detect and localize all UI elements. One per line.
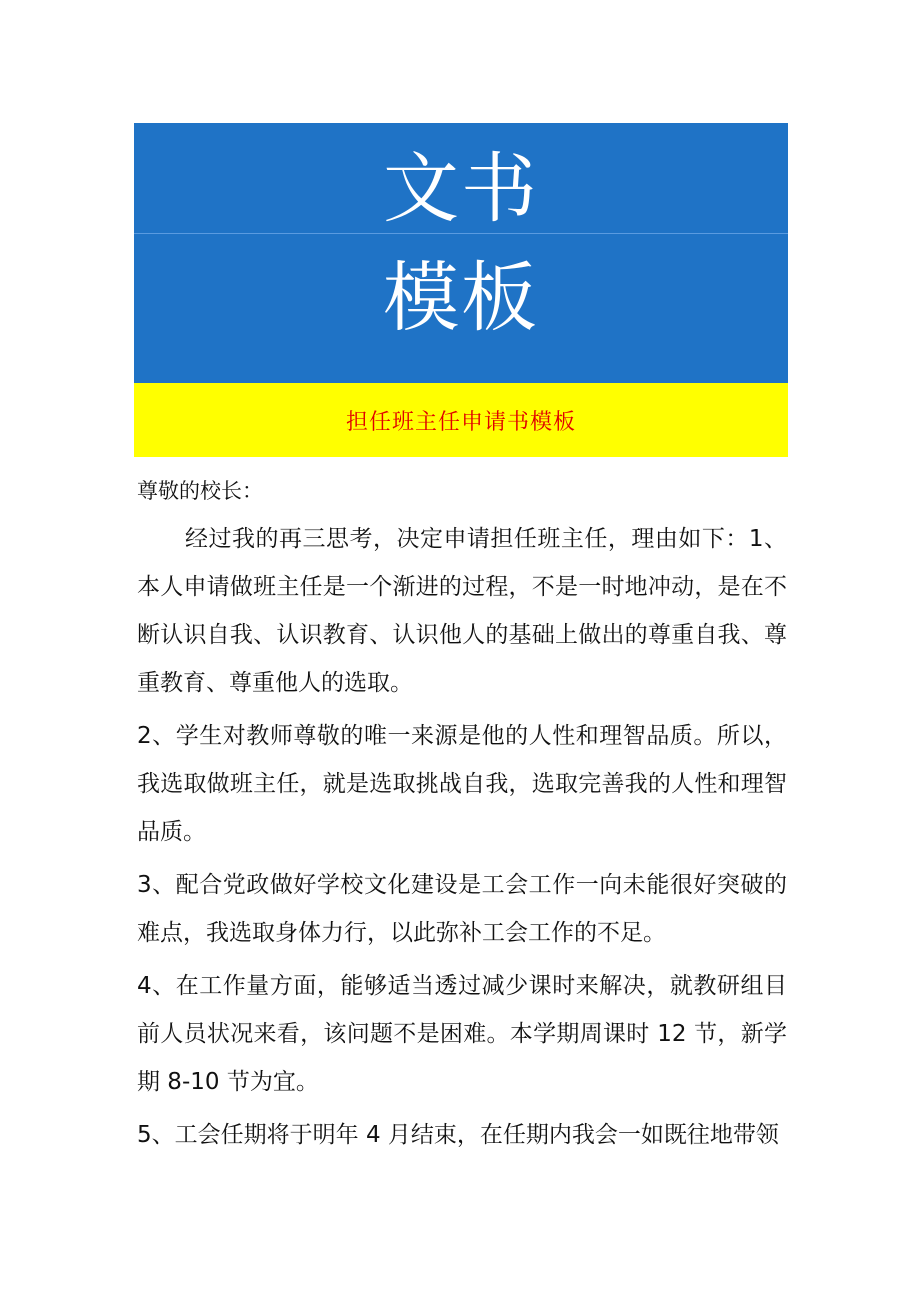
subtitle-band xyxy=(134,383,788,457)
paragraph-2: 2、学生对教师尊敬的唯一来源是他的人性和理智品质。所以，我选取做班主任，就是选取挑战自我，选取完善我的人性和理智品质。 xyxy=(137,723,787,845)
salutation: 尊敬的校长： xyxy=(137,479,263,503)
paragraph-4: 4、在工作量方面，能够适当透过减少课时来解决，就教研组目前人员状况来看，该问题不是困难。本学期周课时 12 节，新学期 8-10 节为宜。 xyxy=(137,973,787,1095)
cover-title-line-2: 模板 xyxy=(383,253,539,342)
cover-block xyxy=(134,123,788,383)
paragraph-5: 5、工会任期将于明年 4 月结束，在任期内我会一如既往地带领 xyxy=(137,1122,779,1148)
cover-title-line-1: 文书 xyxy=(383,144,539,233)
document-subtitle: 担任班主任申请书模板 xyxy=(345,409,576,435)
cover-divider xyxy=(134,233,788,234)
letter-body xyxy=(137,471,787,1159)
paragraph-3: 3、配合党政做好学校文化建设是工会工作一向未能很好突破的难点，我选取身体力行，以此弥补工会工作的不足。 xyxy=(137,872,787,946)
paragraph-1: 经过我的再三思考，决定申请担任班主任，理由如下：1、本人申请做班主任是一个渐进的过程，不是一时地冲动，是在不断认识自我、认识教育、认识他人的基础上做出的尊重自我、尊重教育、尊重他人的选取。 xyxy=(137,526,787,696)
